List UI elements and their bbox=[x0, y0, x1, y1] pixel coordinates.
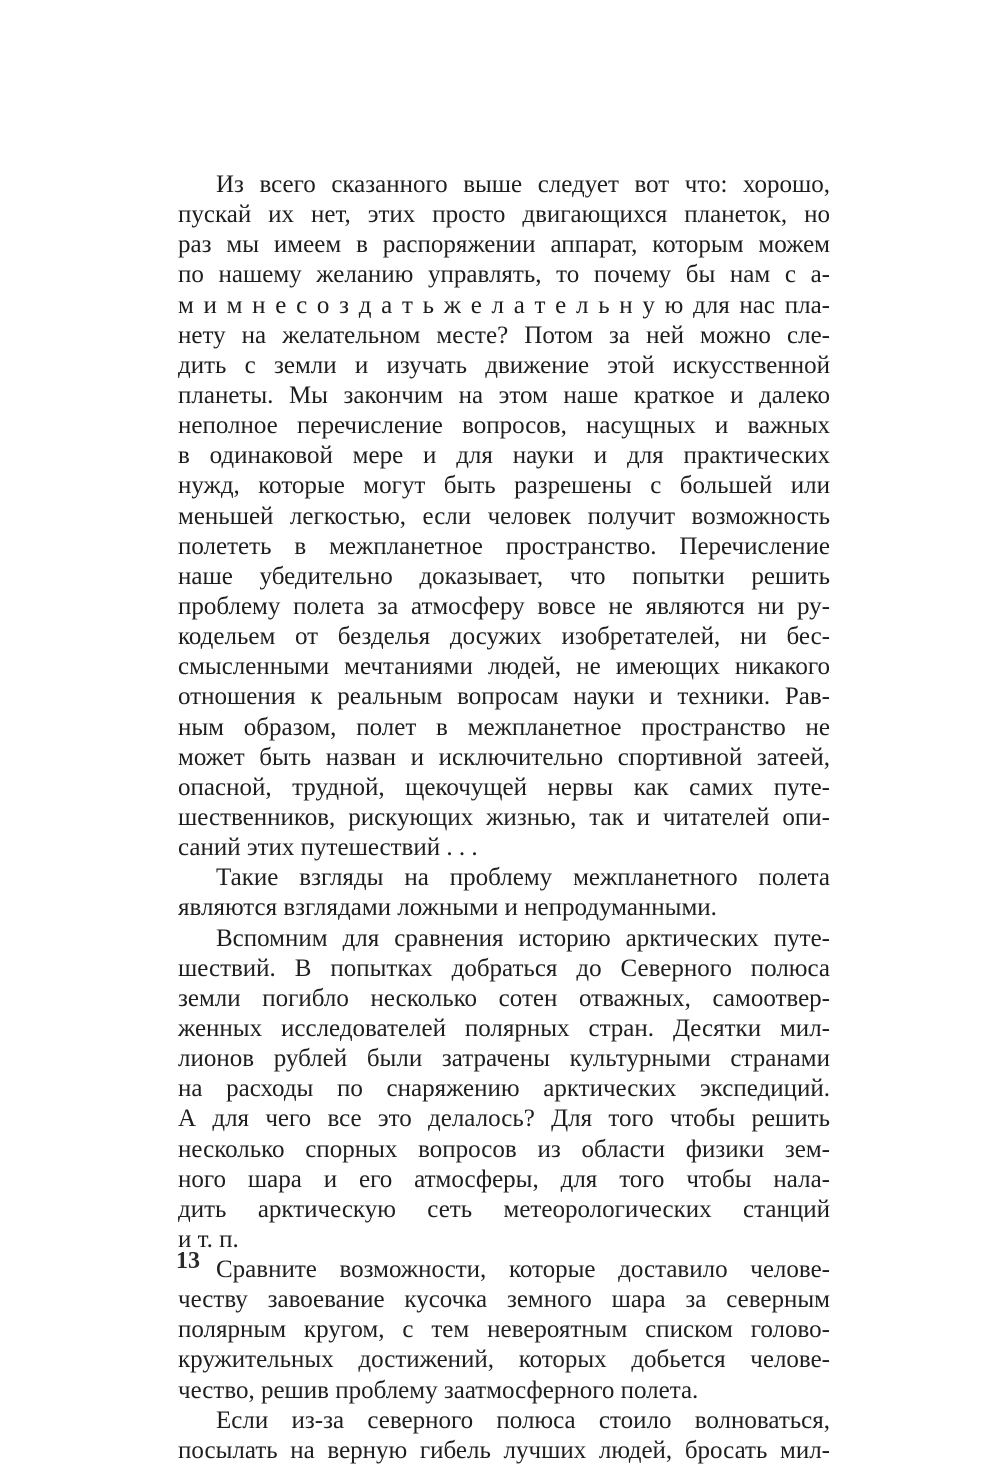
text-line: шествий. В попытках добраться до Северного полюса bbox=[178, 954, 830, 982]
text-line: меньшей легкостью, если человек получит возможность bbox=[178, 502, 830, 530]
text-line: лионов рублей были затрачены культурными странами bbox=[178, 1045, 830, 1073]
text-line: дить арктическую сеть метеорологических станций bbox=[178, 1195, 830, 1223]
text-line: дить с земли и изучать движение этой искусственной bbox=[178, 351, 830, 379]
text-line: ного шара и его атмосферы, для того чтобы нала- bbox=[178, 1165, 830, 1193]
text-line: проблему полета за атмосферу вовсе не являются ни ру- bbox=[178, 592, 830, 620]
text-line: наше убедительно доказывает, что попытки решить bbox=[178, 562, 830, 590]
text-line: м и м н е с о з д а т ь ж е л а т е л ь н у ю для нас пла- bbox=[178, 291, 830, 319]
text-line: неполное перечисление вопросов, насущных и важных bbox=[178, 412, 830, 440]
text-line: раз мы имеем в распоряжении аппарат, которым можем bbox=[178, 231, 830, 259]
text-line: честву завоевание кусочка земного шара за северным bbox=[178, 1286, 830, 1314]
text-line: полярным кругом, с тем невероятным списком голово- bbox=[178, 1316, 830, 1344]
text-line: пускай их нет, этих просто двигающихся планеток, но bbox=[178, 201, 830, 229]
text-line: саний этих путешествий . . . bbox=[178, 834, 478, 862]
text-line: может быть назван и исключительно спортивной затеей, bbox=[178, 743, 830, 771]
page-number: 13 bbox=[176, 1248, 200, 1274]
text-line: по нашему желанию управлять, то почему бы нам с а- bbox=[178, 261, 830, 289]
text-line: Вспомним для сравнения историю арктических путе- bbox=[216, 924, 830, 952]
text-line: чество, решив проблему заатмосферного полета. bbox=[178, 1376, 699, 1404]
text-line: земли погибло несколько сотен отважных, самоотвер- bbox=[178, 984, 830, 1012]
text-line: на расходы по снаряжению арктических экспедиций. bbox=[178, 1075, 830, 1103]
text-line: несколько спорных вопросов из области физики зем- bbox=[178, 1135, 830, 1163]
text-line: отношения к реальным вопросам науки и техники. Рав- bbox=[178, 683, 830, 711]
text-line: шественников, рискующих жизнью, так и читателей опи- bbox=[178, 803, 830, 831]
text-line: и т. п. bbox=[178, 1225, 239, 1253]
text-line: Если из-за северного полюса стоило волноваться, bbox=[216, 1406, 830, 1434]
text-line: посылать на верную гибель лучших людей, бросать мил- bbox=[178, 1436, 830, 1464]
text-line: полететь в межпланетное пространство. Перечисление bbox=[178, 532, 830, 560]
text-line: являются взглядами ложными и непродуманными. bbox=[178, 894, 717, 922]
text-line: в одинаковой мере и для науки и для практических bbox=[178, 442, 830, 470]
text-line: ным образом, полет в межпланетное пространство не bbox=[178, 713, 830, 741]
text-line: кружительных достижений, которых добьется челове- bbox=[178, 1346, 830, 1374]
text-line: нужд, которые могут быть разрешены с большей или bbox=[178, 472, 830, 500]
text-line: Такие взгляды на проблему межпланетного полета bbox=[216, 864, 830, 892]
text-line: А для чего все это делалось? Для того чтобы решить bbox=[178, 1105, 830, 1133]
text-line: Сравните возможности, которые доставило челове- bbox=[216, 1256, 830, 1284]
body-text bbox=[178, 170, 830, 1466]
text-line: планеты. Мы закончим на этом наше краткое и далеко bbox=[178, 381, 830, 409]
text-line: женных исследователей полярных стран. Десятки мил- bbox=[178, 1014, 830, 1042]
text-line: кодельем от безделья досужих изобретателей, ни бес- bbox=[178, 623, 830, 651]
text-line: опасной, трудной, щекочущей нервы как самих путе- bbox=[178, 773, 830, 801]
text-line: смысленными мечтаниями людей, не имеющих никакого bbox=[178, 653, 830, 681]
text-line: нету на желательном месте? Потом за ней можно сле- bbox=[178, 321, 830, 349]
text-line: Из всего сказанного выше следует вот что: хорошо, bbox=[216, 171, 830, 198]
